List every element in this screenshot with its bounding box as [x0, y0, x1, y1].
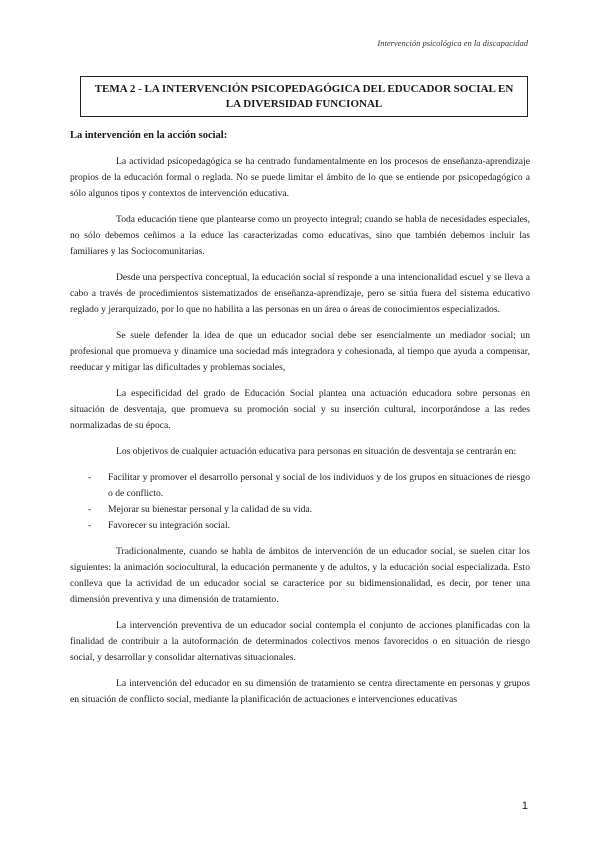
list-item: - Favorecer su integración social. [70, 518, 530, 534]
paragraph: Toda educación tiene que plantearse como un proyecto integral; cuando se habla de necesidades especiales, no sólo debemos ceñimos a la educe las caracterizadas como educativas, sino que también debemos incluir las familiares y las Sociocomunitarias. [70, 214, 530, 257]
paragraph: La intervención preventiva de un educador social contempla el conjunto de acciones planificadas con la finalidad de contribuir a la autoformación de determinados colectivos menos favorecidos o en situación de riesgo social, y desarrollar y consolidar alternativas situacionales. [70, 620, 530, 663]
running-header: Intervención psicológica en la discapacidad [377, 38, 528, 48]
list-item: - Facilitar y promover el desarrollo personal y social de los individuos y de los grupos en situaciones de riesgo o de conflicto. [70, 470, 530, 502]
paragraph: Desde una perspectiva conceptual, la educación social sí responde a una intencionalidad escuel y se lleva a cabo a través de procedimientos sistematizados de enseñanza-aprendizaje, pero se sitúa fuera del sistema educativo reglado y jerarquizado, por lo que no habilita a las personas en un área o áreas de conocimientos especializados. [70, 272, 530, 315]
paragraph: Los objetivos de cualquier actuación educativa para personas en situación de desventaja se centrarán en: [116, 446, 517, 457]
paragraph: La actividad psicopedagógica se ha centrado fundamentalmente en los procesos de enseñanza-aprendizaje propios de la educación formal o reglada. No se puede limitar el ámbito de lo que se entiende por psicopedagógico a sólo algunos tipos y contextos de intervención educativa. [70, 156, 530, 199]
list-item: - Mejorar su bienestar personal y la calidad de su vida. [70, 502, 530, 518]
paragraph: La intervención del educador en su dimensión de tratamiento se centra directamente en personas y grupos en situación de conflicto social, mediante la planificación de actuaciones e intervenciones educativas [70, 678, 530, 705]
paragraph: Tradicionalmente, cuando se habla de ámbitos de intervención de un educador social, se suelen citar los siguientes: la animación sociocultural, la educación permanente y de adultos, y la educación social especializada. Esto conlleva que la actividad de un educador social se caracterice por su bidimensionalidad, es decir, por tener una dimensión preventiva y una dimensión de tratamiento. [70, 546, 530, 605]
paragraph: La especificidad del grado de Educación Social plantea una actuación educadora sobre personas en situación de desventaja, que promueva su promoción social y su inserción cultural, incorporándose a las redes normalizadas de su época. [70, 388, 530, 431]
chapter-title-box: TEMA 2 - LA INTERVENCIÓN PSICOPEDAGÓGICA DEL EDUCADOR SOCIAL EN LA DIVERSIDAD FUNCIONAL [80, 76, 528, 117]
paragraph: Se suele defender la idea de que un educador social debe ser esencialmente un mediador social; un profesional que promueva y dinamice una sociedad más integradora y cohesionada, al tiempo que ayuda a compensar, reeducar y mitigar las dificultades y problemas sociales, [70, 330, 530, 373]
page-number: 1 [521, 800, 528, 812]
objectives-list [70, 470, 530, 534]
section-heading: La intervención en la acción social: [70, 130, 228, 141]
body-content [70, 128, 530, 718]
